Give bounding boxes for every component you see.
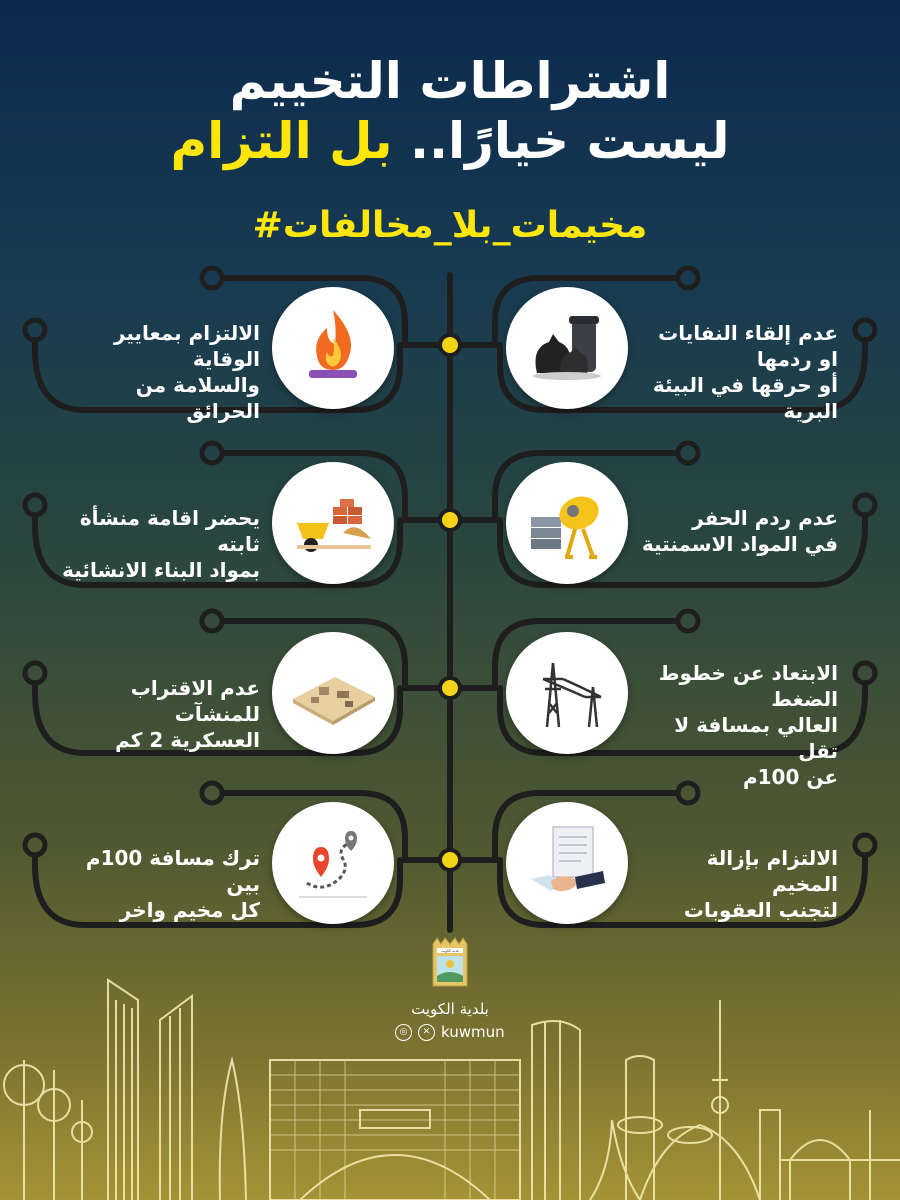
cement-mixer-icon [517, 473, 617, 573]
bricks-wheelbarrow-icon [283, 473, 383, 573]
item-label-remove-camp: الالتزام بإزالة المخيم لتجنب العقوبات [683, 846, 838, 922]
hashtag: #مخيمات_بلا_مخالفات [252, 205, 648, 246]
item-label-military: عدم الاقتراب للمنشآت العسكرية 2 كم [115, 676, 260, 752]
instagram-icon[interactable]: ◎ [395, 1024, 412, 1041]
power-lines-icon [517, 643, 617, 743]
handshake-document-icon-circle [506, 802, 628, 924]
item-label-fire: الالتزام بمعايير الوقاية والسلامة من الحرائق [113, 321, 260, 423]
garbage-bags-icon [517, 298, 617, 398]
fire-icon-circle [272, 287, 394, 409]
item-label-garbage: عدم إلقاء النفايات او ردمها أو حرقها في البيئة البرية [652, 321, 838, 423]
handshake-document-icon [517, 813, 617, 913]
item-label-cement: عدم ردم الحفر في المواد الاسمنتية [641, 506, 838, 556]
fire-icon [283, 298, 383, 398]
bricks-wheelbarrow-icon-circle [272, 462, 394, 584]
military-base-icon [283, 643, 383, 743]
x-icon[interactable]: ✕ [418, 1024, 435, 1041]
svg-text:بلدية الكويت: بلدية الكويت [440, 949, 460, 953]
title-yellow-part: بل التزام [170, 112, 393, 170]
title-white-part: ليست خيارًا.. [409, 112, 730, 170]
handle-text: kuwmun [441, 1023, 505, 1041]
kuwait-skyline [0, 960, 900, 1200]
item-label-distance: ترك مسافة 100م بين كل مخيم واخر [85, 846, 260, 922]
item-label-bricks: يحضر اقامة منشأة ثابته بمواد البناء الانشائية [62, 506, 260, 582]
item-label-power-lines: الابتعاد عن خطوط الضغط العالي بمسافة لا تقل عن 100م [658, 661, 838, 789]
title-line-1: اشتراطات التخييم [229, 52, 671, 110]
military-base-icon-circle [272, 632, 394, 754]
garbage-bags-icon-circle [506, 287, 628, 409]
map-route-icon-circle [272, 802, 394, 924]
cement-mixer-icon-circle [506, 462, 628, 584]
organization-name: بلدية الكويت [411, 1000, 489, 1018]
power-lines-icon-circle [506, 632, 628, 754]
map-route-icon [283, 813, 383, 913]
